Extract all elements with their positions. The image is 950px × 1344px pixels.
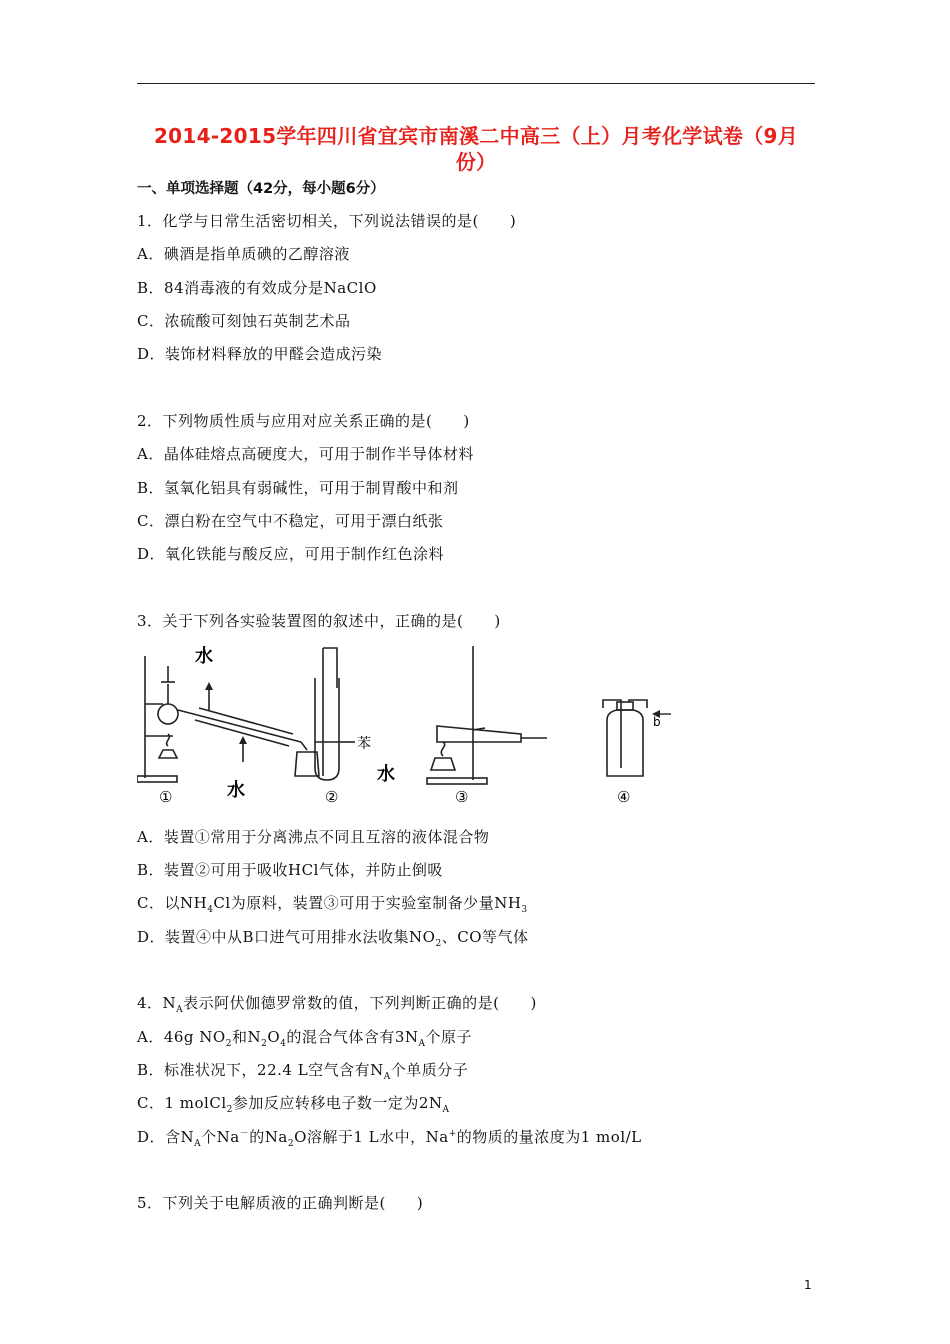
label-benzene: 苯 [357,736,371,752]
q3-option-a: A．装置①常用于分离沸点不同且互溶的液体混合物 [137,828,490,846]
label-water-bottom: 水 [227,780,245,801]
q2-option-a: A．晶体硅熔点高硬度大，可用于制作半导体材料 [137,445,474,463]
q4-option-c: C．1 molCl$_2$参加反应转移电子数一定为$2N_A$ [137,1094,450,1115]
apparatus-figure [137,638,677,808]
app3-base [427,778,487,784]
exam-title-line2: 份） [455,150,497,174]
section-heading: 一、单项选择题（42分，每小题6分） [137,181,385,197]
app1-arrow-in [239,736,247,744]
q5-stem: 5．下列关于电解质液的正确判断是( ) [137,1194,424,1212]
q2-stem: 2．下列物质性质与应用对应关系正确的是( ) [137,412,470,430]
app1-burner [159,750,177,758]
label-apparatus-2: ② [325,788,339,806]
q4-option-d: D．含$N_A$个Na－的$Na_2O$溶解于1 L水中，Na+的物质的量浓度为1 mol/L [137,1128,642,1149]
q1-option-a: A．碘酒是指单质碘的乙醇溶液 [137,245,350,263]
q1-option-d: D．装饰材料释放的甲醛会造成污染 [137,345,383,363]
app2-delivery-tube [323,648,337,688]
label-apparatus-1: ① [159,788,173,806]
app3-burner [431,758,455,770]
q1-stem: 1．化学与日常生活密切相关，下列说法错误的是( ) [137,212,517,230]
q1-option-b: B．84消毒液的有效成分是NaClO [137,279,377,297]
label-port-b: b [653,715,661,729]
label-apparatus-4: ④ [617,788,631,806]
app1-condenser-inner [178,710,301,742]
app1-base [137,776,177,782]
app1-arrow-up [205,682,213,690]
page-number: 1 [804,1278,812,1292]
q4-stem: 4．$N_A$表示阿伏伽德罗常数的值，下列判断正确的是( ) [137,994,537,1015]
q2-option-d: D．氧化铁能与酸反应，可用于制作红色涂料 [137,545,445,563]
label-water-middle: 水 [377,764,395,785]
q3-stem: 3．关于下列各实验装置图的叙述中，正确的是( ) [137,612,501,630]
app3-flame [441,742,444,756]
q2-option-c: C．漂白粉在空气中不稳定，可用于漂白纸张 [137,512,444,530]
app4-stopper [617,702,633,710]
q4-option-a: A．46g $NO_2$和$N_2O_4$的混合气体含有$3N_A$个原子 [137,1028,473,1049]
label-apparatus-3: ③ [455,788,469,806]
exam-title-line1: 2014-2015学年四川省宜宾市南溪二中高三（上）月考化学试卷（9月 [153,124,799,148]
q3-option-b: B．装置②可用于吸收HCl气体，并防止倒吸 [137,861,443,879]
exam-title [137,123,815,175]
q1-option-c: C．浓硫酸可刻蚀石英制艺术品 [137,312,351,330]
header-rule [137,83,815,84]
app1-condenser-outer-top [199,708,293,734]
label-water-top: 水 [195,646,213,667]
q3-option-d: D．装置④中从B口进气可用排水法收集$NO_2$、CO等气体 [137,928,529,949]
q3-option-c: C．以$NH_4Cl$为原料，装置③可用于实验室制备少量$NH_3$ [137,894,528,915]
app1-adapter [301,742,307,750]
app4-bottle [607,710,643,776]
app1-flask [158,704,178,724]
q2-option-b: B．氢氧化铝具有弱碱性，可用于制胃酸中和剂 [137,479,459,497]
q4-option-b: B．标准状况下，22.4 L空气含有$N_A$个单质分子 [137,1061,469,1082]
